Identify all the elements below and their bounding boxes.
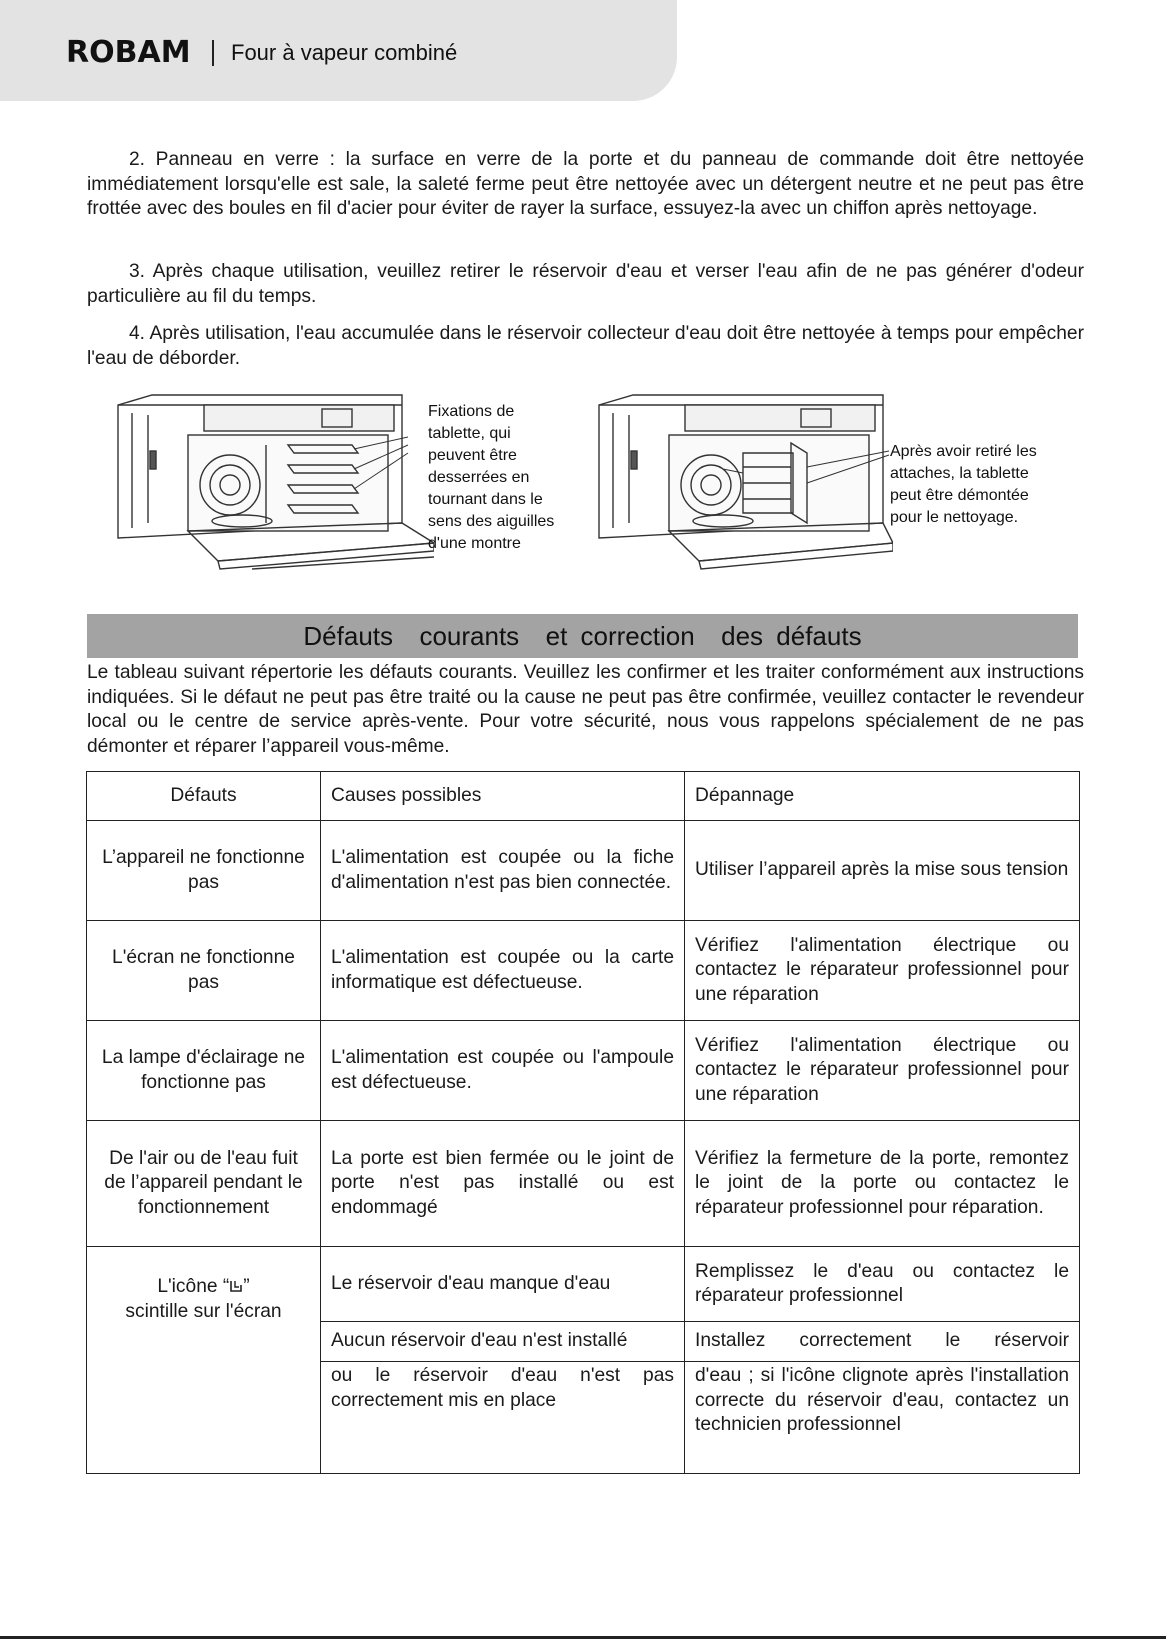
caption-right-line: peut être démontée [890, 487, 1029, 504]
header-depannage: Dépannage [685, 772, 1080, 821]
cell-cause: Aucun réservoir d'eau n'est installé [321, 1322, 685, 1362]
section-title [87, 614, 1078, 658]
paragraph-collector-text: 4. Après utilisation, l'eau accumulée dans le réservoir collecteur d'eau doit être nettoyée à temps pour empêcher l'eau de déborder. [87, 323, 1084, 369]
table-row [87, 1247, 1080, 1322]
caption-left-line: tournant dans le [428, 491, 543, 508]
cell-defaut: L’appareil ne fonctionne pas [87, 821, 321, 921]
paragraph-glass-panel [87, 148, 1084, 222]
caption-left-line: d'une montre [428, 535, 521, 552]
icon-defaut-prefix: L'icône “ [157, 1276, 230, 1297]
cell-defaut-icon [87, 1247, 321, 1474]
document-title: Four à vapeur combiné [231, 40, 458, 65]
caption-left-line: tablette, qui [428, 425, 511, 442]
paragraph-water-tank [87, 260, 1084, 309]
section-title-text: Défauts courants et correction des défauts [303, 621, 862, 651]
water-tank-icon [229, 1279, 243, 1293]
oven-figure-left [112, 393, 434, 571]
cell-cause: L'alimentation est coupée ou la carte informatique est défectueuse. [321, 921, 685, 1021]
cell-defaut: La lampe d'éclairage ne fonctionne pas [87, 1021, 321, 1121]
oven-figure-right [593, 393, 893, 571]
caption-left-line: Fixations de [428, 403, 515, 420]
table-row [87, 1121, 1080, 1247]
cell-depannage: Remplissez le d'eau ou contactez le réparateur professionnel [685, 1247, 1080, 1322]
cell-cause: L'alimentation est coupée ou l'ampoule est défectueuse. [321, 1021, 685, 1121]
paragraph-water-tank-text: 3. Après chaque utilisation, veuillez retirer le réservoir d'eau et verser l'eau afin de ne pas générer d'odeur particulière au fil du temps. [87, 261, 1084, 307]
caption-left-line: peuvent être [428, 447, 517, 464]
table-row [87, 921, 1080, 1021]
cell-cause: ou le réservoir d'eau n'est pas correctement mis en place [321, 1362, 685, 1474]
caption-right-line: pour le nettoyage. [890, 509, 1019, 526]
cell-defaut: De l'air ou de l'eau fuit de l’appareil pendant le fonctionnement [87, 1121, 321, 1247]
cell-cause: Le réservoir d'eau manque d'eau [321, 1247, 685, 1322]
cell-depannage: Utiliser l’appareil après la mise sous tension [685, 821, 1080, 921]
caption-right-line: Après avoir retiré les [890, 443, 1037, 460]
faults-table [86, 771, 1080, 1474]
icon-defaut-line2: scintille sur l'écran [125, 1300, 282, 1322]
caption-left [428, 401, 554, 555]
icon-defaut-suffix: ” [243, 1276, 250, 1297]
paragraph-collector [87, 322, 1084, 371]
caption-right [890, 441, 1037, 529]
cell-cause: La porte est bien fermée ou le joint de porte n'est pas installé ou est endommagé [321, 1121, 685, 1247]
table-row [87, 821, 1080, 921]
brand-logo: ROBAM [66, 35, 191, 70]
paragraph-glass-panel-text: 2. Panneau en verre : la surface en verre de la porte et du panneau de commande doit être nettoyée immédiatement lorsqu'elle est sale, la saleté ferme peut être nettoyée avec un détergent neutre et ne peut pas être frottée avec des boules en fil d'acier pour éviter de rayer la surface, essuyez-la avec un chiffon après nettoyage. [87, 149, 1084, 219]
cell-depannage: Vérifiez l'alimentation électrique ou contactez le réparateur professionnel pour une réparation [685, 1021, 1080, 1121]
header-defauts: Défauts [87, 772, 321, 821]
cell-defaut: L'écran ne fonctionne pas [87, 921, 321, 1021]
section-intro: Le tableau suivant répertorie les défauts courants. Veuillez les confirmer et les traiter conformément aux instructions indiquées. Si le défaut ne peut pas être traité ou la cause ne peut pas être confirmée, veuillez contacter le revendeur local ou le centre de service après-vente. Pour votre sécurité, nous vous rappelons spécialement de ne pas démonter et réparer l’appareil vous-même. [87, 662, 1084, 757]
cell-depannage: Vérifiez la fermeture de la porte, remontez le joint de la porte ou contactez le réparateur professionnel pour réparation. [685, 1121, 1080, 1247]
table-header-row [87, 772, 1080, 821]
cell-depannage: d'eau ; si l'icône clignote après l'installation correcte du réservoir d'eau, contactez un technicien professionnel [685, 1362, 1080, 1474]
cell-depannage: Vérifiez l'alimentation électrique ou contactez le réparateur professionnel pour une réparation [685, 921, 1080, 1021]
caption-right-line: attaches, la tablette [890, 465, 1029, 482]
cell-depannage: Installez correctement le réservoir [685, 1322, 1080, 1362]
cell-cause: L'alimentation est coupée ou la fiche d'alimentation n'est pas bien connectée. [321, 821, 685, 921]
header-causes: Causes possibles [321, 772, 685, 821]
table-row [87, 1021, 1080, 1121]
header-divider [212, 40, 214, 66]
caption-left-line: sens des aiguilles [428, 513, 555, 530]
caption-left-line: desserrées en [428, 469, 530, 486]
